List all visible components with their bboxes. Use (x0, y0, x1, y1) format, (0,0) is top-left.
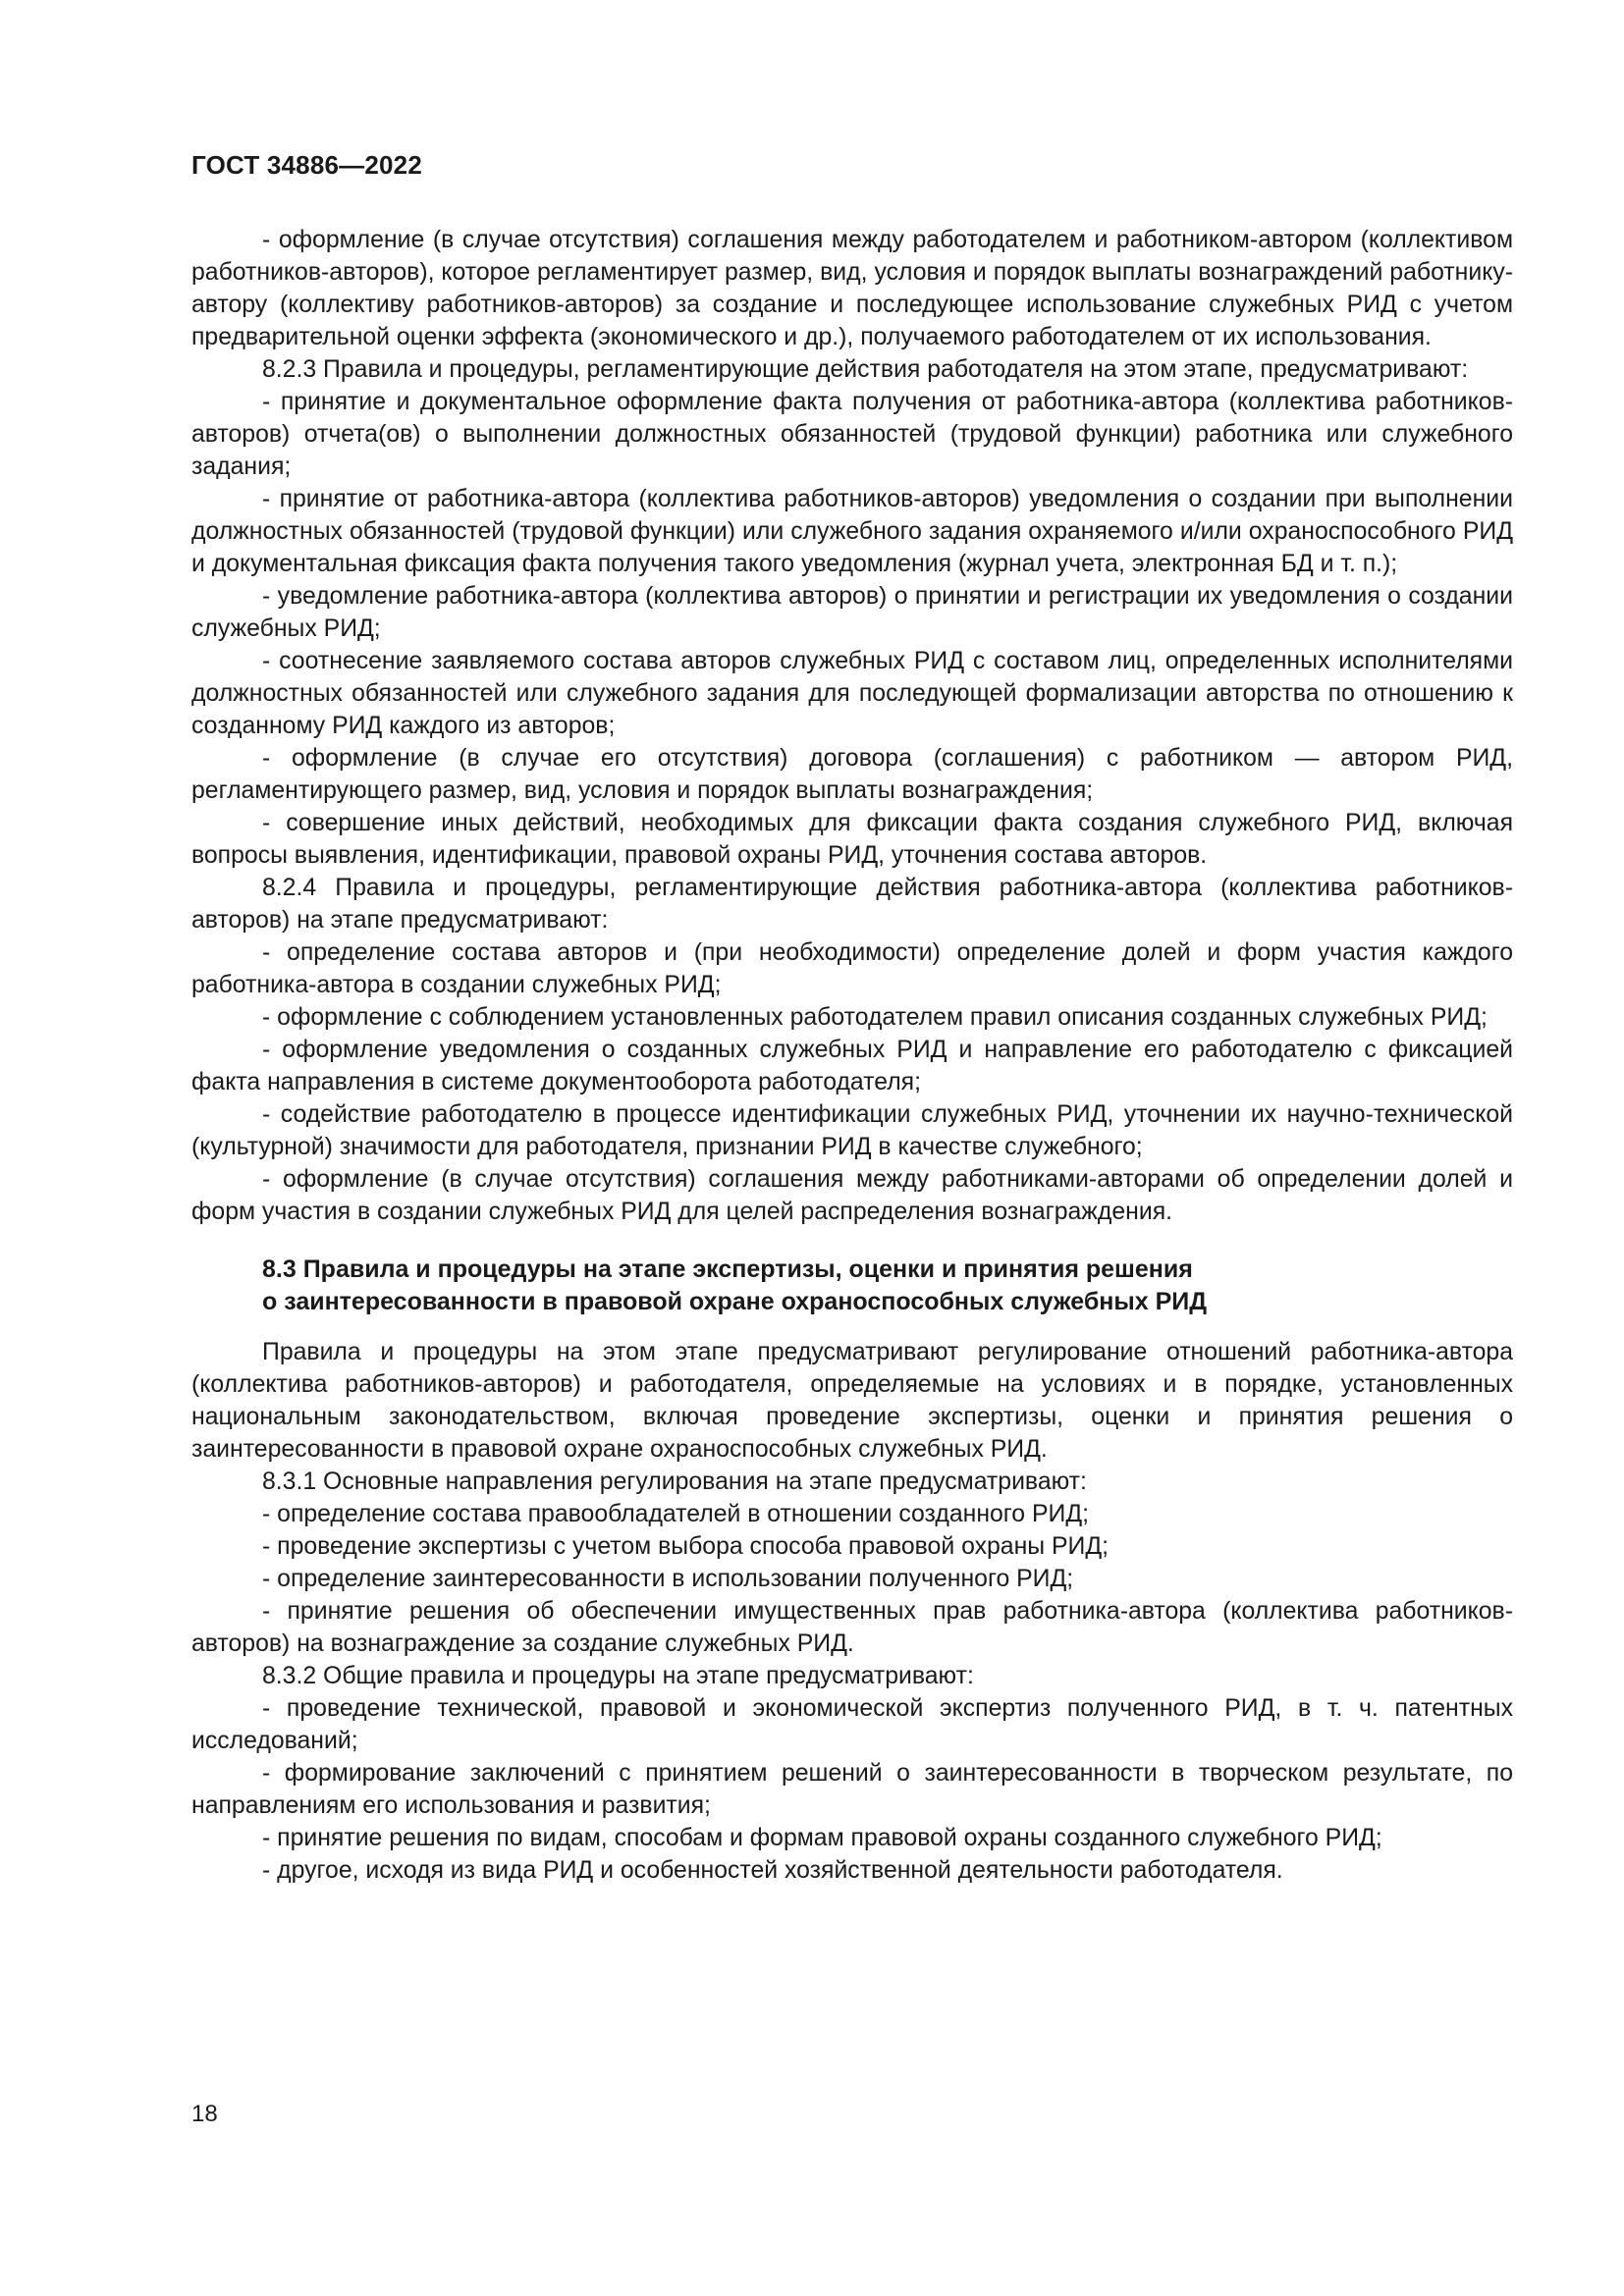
paragraph: - проведение экспертизы с учетом выбора способа правовой охраны РИД; (262, 1533, 1110, 1560)
paragraph: 8.2.4 Правила и процедуры, регламентирующие действия работника-автора (коллектива работников-авторов) на этапе предусматривают: (191, 875, 1513, 934)
paragraph: - определение состава авторов и (при необходимости) определение долей и форм участия каждого работника-автора в создании служебных РИД; (191, 939, 1513, 998)
paragraph: 8.2.3 Правила и процедуры, регламентирующие действия работодателя на этом этапе, предусматривают: (262, 356, 1469, 383)
paragraph: Правила и процедуры на этом этапе предусматривают регулирование отношений работника-автора (коллектива работников-авторов) и работодателя, определяемые на условиях и в порядке, установленных национальным законодательством, включая проведение экспертизы, оценки и принятия решения о заинтересованности в правовой охране охраноспособных служебных РИД. (191, 1339, 1513, 1463)
paragraph: - оформление с соблюдением установленных работодателем правил описания созданных служебных РИД; (262, 1004, 1488, 1031)
paragraph: - совершение иных действий, необходимых для фиксации факта создания служебного РИД, включая вопросы выявления, идентификации, правовой охраны РИД, уточнения состава авторов. (191, 810, 1513, 869)
document-code-header: ГОСТ 34886—2022 (191, 150, 422, 180)
paragraph: - оформление (в случае отсутствия) соглашения между работодателем и работником-автором (коллективом работников-авторов), которое регламентирует размер, вид, условия и порядок выплаты вознаграждений работнику-автору (коллективу работников-авторов) за создание и последующее использование служебных РИД с учетом предварительной оценки эффекта (экономического и др.), получаемого работодателем от их использования. (191, 227, 1513, 350)
paragraph: - оформление (в случае его отсутствия) договора (соглашения) с работником — автором РИД, регламентирующего размер, вид, условия и порядок выплаты вознаграждения; (191, 745, 1513, 804)
paragraph: - содействие работодателю в процессе идентификации служебных РИД, уточнении их научно-технической (культурной) значимости для работодателя, признании РИД в качестве служебного; (191, 1101, 1513, 1160)
paragraph: - принятие решения по видам, способам и формам правовой охраны созданного служебного РИД; (262, 1825, 1382, 1851)
paragraph: - другое, исходя из вида РИД и особенностей хозяйственной деятельности работодателя. (262, 1857, 1283, 1884)
paragraph: - определение заинтересованности в использовании полученного РИД; (262, 1566, 1074, 1592)
paragraph: - соотнесение заявляемого состава авторов служебных РИД с составом лиц, определенных исполнителями должностных обязанностей или служебного задания для последующей формализации авторства по отношению к созданному РИД каждого из авторов; (191, 648, 1513, 739)
paragraph: - проведение технической, правовой и экономической экспертиз полученного РИД, в т. ч. патентных исследований; (191, 1695, 1513, 1754)
paragraph: - принятие и документальное оформление факта получения от работника-автора (коллектива работников-авторов) отчета(ов) о выполнении должностных обязанностей (трудовой функции) работника или служебного задания; (191, 389, 1513, 480)
page-body (191, 224, 1513, 1887)
section-heading-line: о заинтересованности в правовой охране охраноспособных служебных РИД (262, 1288, 1208, 1315)
paragraph: - принятие решения об обеспечении имущественных прав работника-автора (коллектива работников-авторов) на вознаграждение за создание служебных РИД. (191, 1598, 1513, 1657)
paragraph: - принятие от работника-автора (коллектива работников-авторов) уведомления о создании при выполнении должностных обязанностей (трудовой функции) или служебного задания охраняемого и/или охраноспособного РИД и документальная фиксация факта получения такого уведомления (журнал учета, электронная БД и т. п.); (191, 486, 1513, 577)
page-number: 18 (191, 2101, 218, 2127)
paragraph: - уведомление работника-автора (коллектива авторов) о принятии и регистрации их уведомления о создании служебных РИД; (191, 583, 1513, 642)
paragraph: - определение состава правообладателей в отношении созданного РИД; (262, 1501, 1090, 1527)
paragraph: 8.3.1 Основные направления регулирования на этапе предусматривают: (262, 1468, 1087, 1495)
section-heading-line: 8.3 Правила и процедуры на этапе экспертизы, оценки и принятия решения (262, 1255, 1193, 1283)
paragraph: 8.3.2 Общие правила и процедуры на этапе предусматривают: (262, 1663, 974, 1689)
paragraph: - оформление уведомления о созданных служебных РИД и направление его работодателю с фиксацией факта направления в системе документооборота работодателя; (191, 1037, 1513, 1095)
paragraph: - оформление (в случае отсутствия) соглашения между работниками-авторами об определении долей и форм участия в создании служебных РИД для целей распределения вознаграждения. (191, 1166, 1513, 1225)
paragraph: - формирование заключений с принятием решений о заинтересованности в творческом результате, по направлениям его использования и развития; (191, 1760, 1513, 1819)
section-heading-8-3 (191, 1254, 1513, 1318)
